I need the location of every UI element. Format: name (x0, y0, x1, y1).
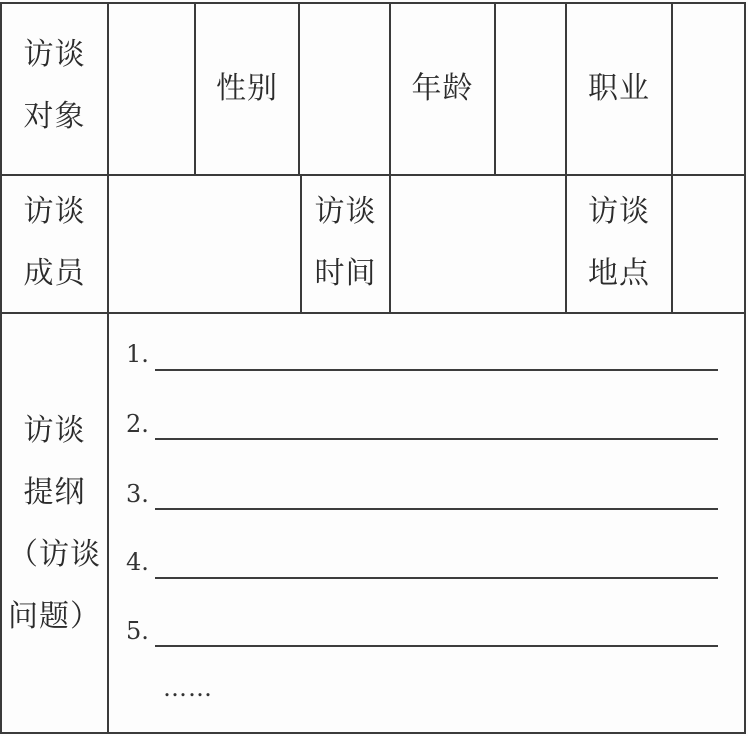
outline-item-number-2: 2. (126, 410, 149, 438)
outline-label-line3: （访谈 (8, 537, 101, 572)
place-label-line1: 访谈 (588, 194, 650, 229)
members-label-line1: 访谈 (23, 194, 86, 229)
column-divider-label (107, 2, 109, 734)
time-label-line2: 时间 (314, 256, 377, 291)
members-label-line2: 成员 (23, 256, 86, 291)
age-label: 年龄 (411, 71, 474, 106)
time-label-line1: 访谈 (314, 194, 377, 229)
table-border-top (0, 2, 746, 4)
subject-label-line2: 对象 (23, 99, 86, 134)
place-label-line2: 地点 (588, 256, 650, 291)
gender-label: 性别 (216, 71, 278, 106)
table-divider-row1 (0, 174, 746, 176)
subject-label (2, 24, 107, 148)
outline-answer-line-3 (155, 508, 718, 510)
occupation-label: 职业 (588, 71, 650, 106)
outline-answer-line-4 (155, 577, 718, 579)
place-label (567, 181, 671, 305)
outline-item-number-4: 4. (126, 548, 149, 576)
row1-divider-b (298, 2, 300, 174)
table-border-right (744, 2, 746, 734)
row2-divider-b (389, 174, 391, 312)
members-label (2, 181, 107, 305)
outline-answer-line-5 (155, 645, 718, 647)
subject-label-line1: 访谈 (23, 37, 86, 72)
outline-label-line2: 提纲 (23, 475, 86, 510)
row1-divider-f (671, 2, 673, 174)
row1-divider-d (494, 2, 496, 174)
outline-more-ellipsis: …… (163, 674, 213, 702)
outline-label (2, 400, 107, 648)
outline-label-line4: 问题） (8, 599, 101, 634)
outline-item-number-3: 3. (126, 480, 149, 508)
table-divider-row2 (0, 312, 746, 314)
outline-label-line1: 访谈 (23, 413, 86, 448)
time-label (302, 181, 389, 305)
outline-item-number-5: 5. (126, 617, 149, 645)
outline-answer-line-1 (155, 369, 718, 371)
row2-divider-d (671, 174, 673, 312)
outline-answer-line-2 (155, 438, 718, 440)
table-border-bottom (0, 732, 746, 734)
outline-item-number-1: 1. (126, 340, 149, 368)
